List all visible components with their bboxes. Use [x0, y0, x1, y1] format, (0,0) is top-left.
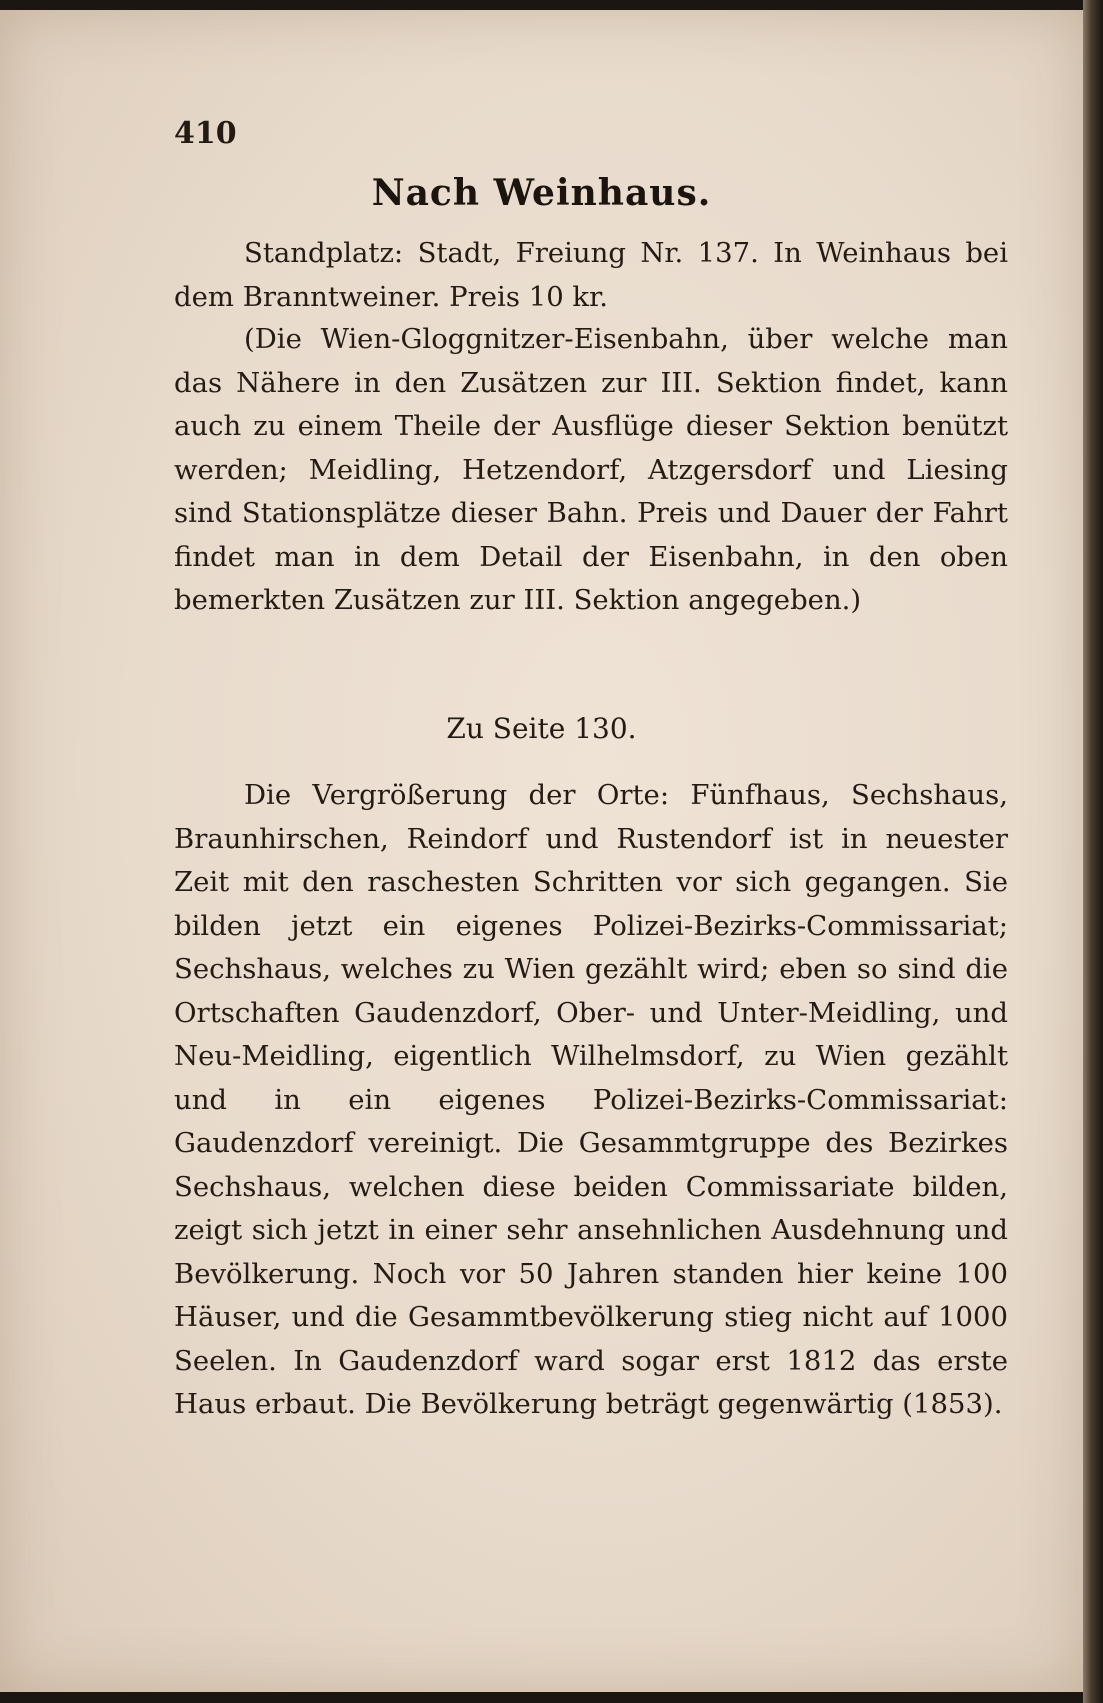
page-number: 410 [174, 116, 237, 151]
paragraph-eisenbahn: (Die Wien-Gloggnitzer-Eisenbahn, über welche man das Nähere in den Zusätzen zur III. Sektion findet, kann auch zu einem Theile der Ausflüge dieser Sektion benützt werden; Meidling, Hetzendorf, Atzgersdorf und Liesing sind Stationsplätze dieser Bahn. Preis und Dauer der Fahrt findet man in dem Detail der Eisenbahn, in den oben bemerkten Zusätzen zur III. Sektion angegeben.) [174, 323, 1008, 616]
page-edge [1083, 0, 1103, 1703]
section-heading: Nach Weinhaus. [371, 172, 712, 214]
sub-heading: Zu Seite 130. [446, 712, 637, 745]
paragraph-vergroesserung: Die Vergrößerung der Orte: Fünfhaus, Sechshaus, Braunhirschen, Reindorf und Rustendorf ist in neuester Zeit mit den raschesten Schritten vor sich gegangen. Sie bilden jetzt ein eigenes Polizei-Bezirks-Commissariat; Sechshaus, welches zu Wien gezählt wird; eben so sind die Ortschaften Gaudenzdorf, Ober- und Unter-Meidling, und Neu-Meidling, eigentlich Wilhelmsdorf, zu Wien gezählt und in ein eigenes Polizei-Bezirks-Commissariat: Gaudenzdorf vereinigt. Die Gesammtgruppe des Bezirkes Sechshaus, welchen diese beiden Commissariate bilden, zeigt sich jetzt in einer sehr ansehnlichen Ausdehnung und Bevölkerung. Noch vor 50 Jahren standen hier keine 100 Häuser, und die Gesammtbevölkerung stieg nicht auf 1000 Seelen. In Gaudenzdorf ward sogar erst 1812 das erste Haus erbaut. Die Bevölkerung beträgt gegenwärtig (1853). [174, 779, 1008, 1420]
paragraph-standplatz: Standplatz: Stadt, Freiung Nr. 137. In Weinhaus bei dem Branntweiner. Preis 10 kr. [174, 237, 1008, 313]
